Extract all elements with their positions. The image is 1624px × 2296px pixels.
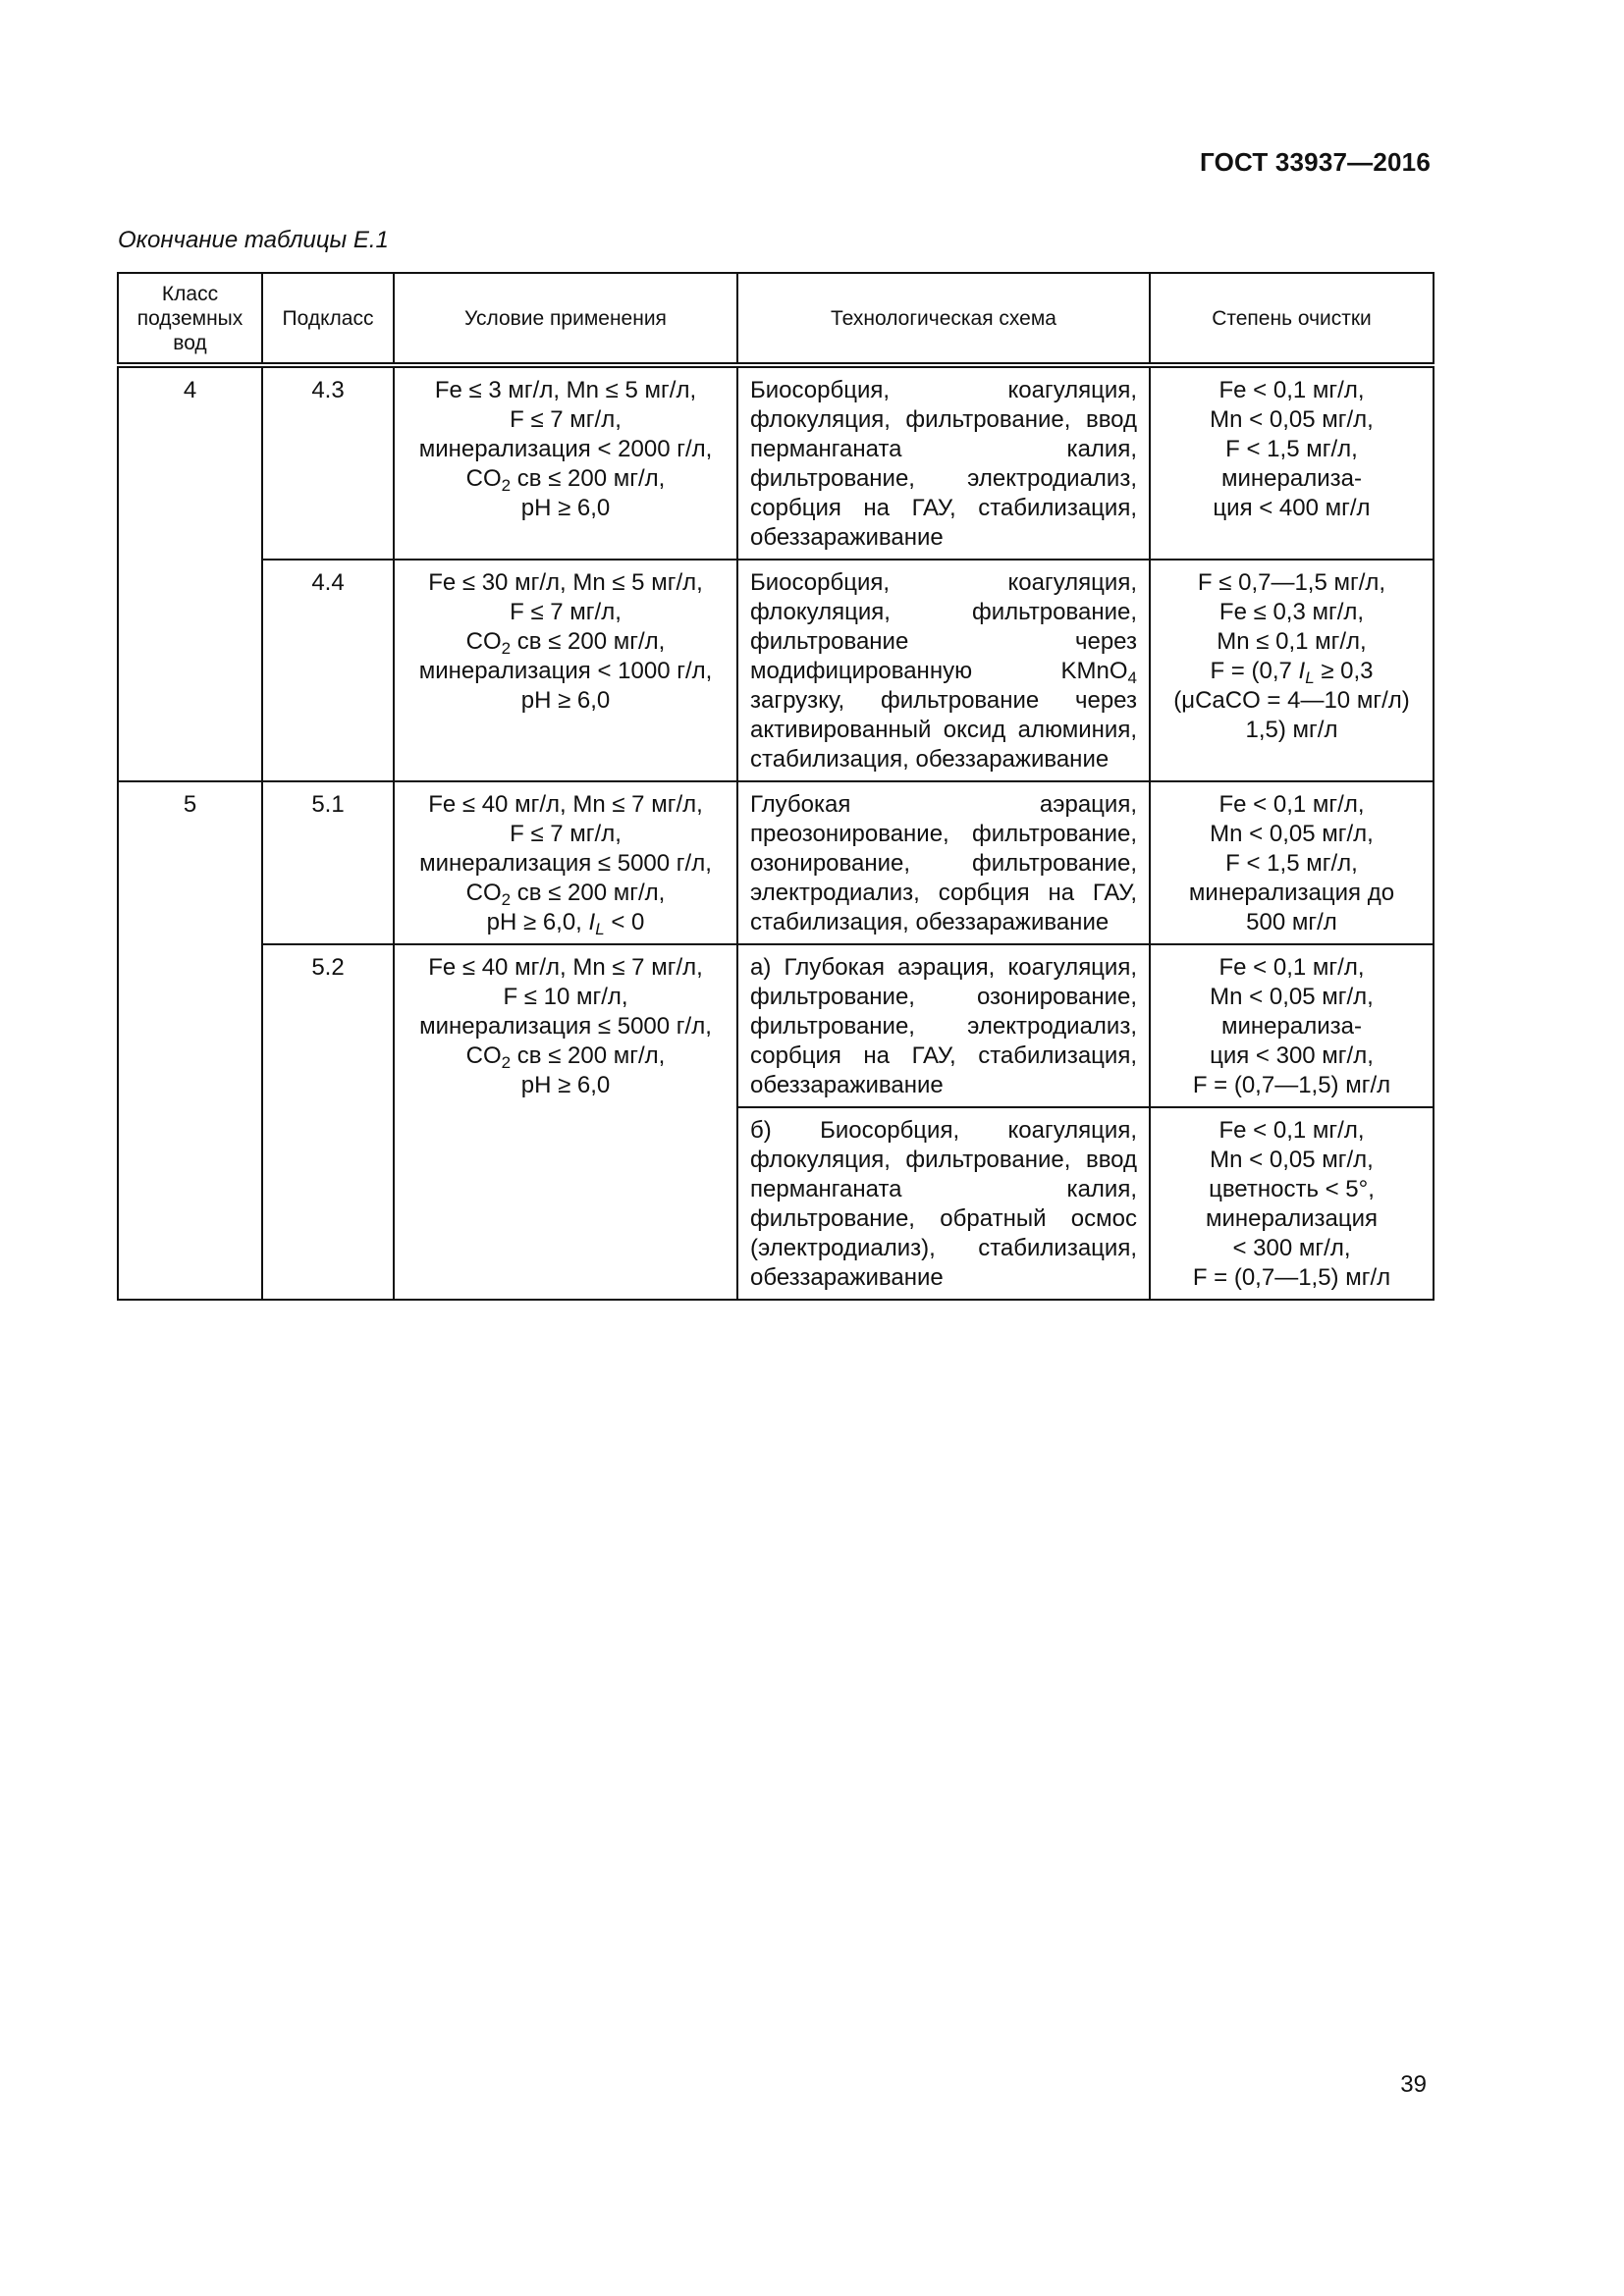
- subclass-cell: 5.1: [262, 781, 394, 944]
- header-subclass: Подкласс: [262, 273, 394, 365]
- scheme-cell: Биосорбция, коагуляция, флокуляция, фильтрование, ввод перманганата калия, фильтрование, электродиализ, сорбция на ГАУ, стабилизация, обеззараживание: [737, 365, 1150, 560]
- standard-designation: ГОСТ 33937—2016: [1200, 147, 1431, 177]
- class-cell: 4: [118, 365, 262, 781]
- table-row: [118, 365, 1434, 560]
- table-header-row: [118, 273, 1434, 365]
- scheme-cell: а) Глубокая аэрация, коагуляция, фильтрование, озонирование, фильтрование, электродиализ, сорбция на ГАУ, стабилизация, обеззараживание: [737, 944, 1150, 1107]
- subclass-cell: 4.3: [262, 365, 394, 560]
- table-row: [118, 781, 1434, 944]
- condition-cell: Fe ≤ 40 мг/л, Mn ≤ 7 мг/л, F ≤ 10 мг/л, минерализация ≤ 5000 г/л, $CO_2$ св ≤ 200 мг/л, pH ≥ 6,0: [394, 944, 737, 1300]
- purity-cell: Fe < 0,1 мг/л, Mn < 0,05 мг/л, минерализа- ция < 300 мг/л, F = (0,7—1,5) мг/л: [1150, 944, 1434, 1107]
- purity-cell: Fe < 0,1 мг/л, Mn < 0,05 мг/л, F < 1,5 мг/л, минерализа- ция < 400 мг/л: [1150, 365, 1434, 560]
- purity-cell: Fe < 0,1 мг/л, Mn < 0,05 мг/л, цветность < 5°, минерализация < 300 мг/л, F = (0,7—1,5) мг/л: [1150, 1107, 1434, 1300]
- page-number: 39: [1400, 2071, 1427, 2098]
- purity-cell: Fe < 0,1 мг/л, Mn < 0,05 мг/л, F < 1,5 мг/л, минерализация до 500 мг/л: [1150, 781, 1434, 944]
- header-purity: Степень очистки: [1150, 273, 1434, 365]
- scheme-cell: Биосорбция, коагуляция, флокуляция, фильтрование, фильтрование через модифицированную KMnO$_4$ загрузку, фильтрование через активированный оксид алюминия, стабилизация, обеззараживание: [737, 560, 1150, 781]
- condition-cell: Fe ≤ 3 мг/л, Mn ≤ 5 мг/л, F ≤ 7 мг/л, минерализация < 2000 г/л, $CO_2$ св ≤ 200 мг/л, pH ≥ 6,0: [394, 365, 737, 560]
- subclass-cell: 4.4: [262, 560, 394, 781]
- condition-cell: Fe ≤ 40 мг/л, Mn ≤ 7 мг/л, F ≤ 7 мг/л, минерализация ≤ 5000 г/л, $CO_2$ св ≤ 200 мг/л, pH ≥ 6,0, $I_L < 0$: [394, 781, 737, 944]
- purity-cell: F ≤ 0,7—1,5 мг/л, Fe ≤ 0,3 мг/л, Mn ≤ 0,1 мг/л, F = (0,7 $I_L \ge 0,3$ (μCaCO = 4—10 мг/л) 1,5) мг/л: [1150, 560, 1434, 781]
- table-row: [118, 944, 1434, 1107]
- header-scheme: Технологическая схема: [737, 273, 1150, 365]
- condition-cell: Fe ≤ 30 мг/л, Mn ≤ 5 мг/л, F ≤ 7 мг/л, $CO_2$ св ≤ 200 мг/л, минерализация < 1000 г/л, pH ≥ 6,0: [394, 560, 737, 781]
- water-treatment-table: [117, 272, 1435, 1301]
- table-caption: Окончание таблицы Е.1: [118, 227, 389, 253]
- subclass-cell: 5.2: [262, 944, 394, 1300]
- scheme-cell: б) Биосорбция, коагуляция, флокуляция, фильтрование, ввод перманганата калия, фильтрование, обратный осмос (электродиализ), стабилизация, обеззараживание: [737, 1107, 1150, 1300]
- header-class: Класс подземных вод: [118, 273, 262, 365]
- header-condition: Условие применения: [394, 273, 737, 365]
- table-row: [118, 560, 1434, 781]
- scheme-cell: Глубокая аэрация, преозонирование, фильтрование, озонирование, фильтрование, электродиализ, сорбция на ГАУ, стабилизация, обеззараживание: [737, 781, 1150, 944]
- class-cell: 5: [118, 781, 262, 1300]
